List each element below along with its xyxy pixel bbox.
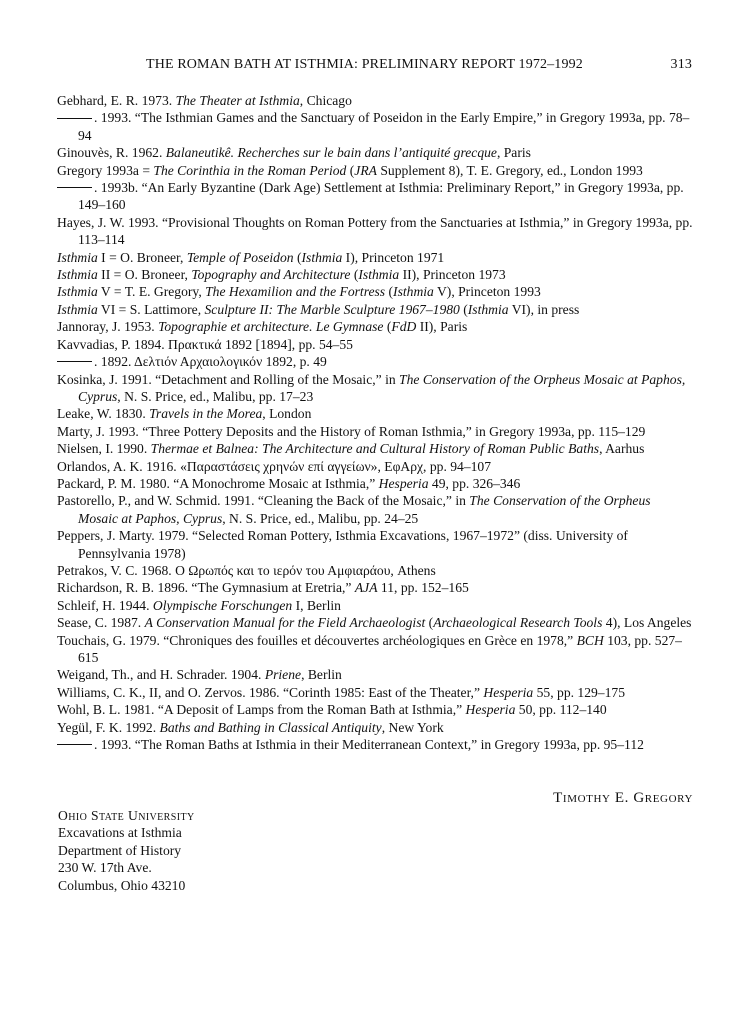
address-line: 230 W. 17th Ave. [58,860,152,876]
italic-title: Topography and Architecture [191,267,351,283]
bibliography-entry [57,301,693,318]
entry-text: ( [346,162,355,178]
entry-text: , N. S. Price, ed., Malibu, pp. 24–25 [222,510,419,526]
entry-text: ( [383,319,392,335]
bibliography-entry [57,109,693,144]
bibliography-entry [57,423,693,440]
author-address [58,807,195,894]
italic-title: Baths and Bathing in Classical Antiquity [159,719,382,735]
entry-text: Kosinka, J. 1991. “Detachment and Rolling of the Mosaic,” in [57,371,400,387]
entry-text: I, Berlin [292,597,341,613]
entry-text: ( [293,249,302,265]
italic-title: Hesperia [465,702,516,718]
entry-text: Richardson, R. B. 1896. “The Gymnasium at Eretria,” [57,580,355,596]
bibliography-entry [57,719,693,736]
italic-title: Topographie et architecture. Le Gymnase [158,319,384,335]
entry-text: 11, pp. 152–165 [377,580,469,596]
entry-text: V), Princeton 1993 [433,284,541,300]
italic-title: Olympische Forschungen [152,597,293,613]
entry-text: . 1993. “The Roman Baths at Isthmia in their Mediterranean Context,” in Gregory 1993a, pp. 95–112 [94,737,644,753]
entry-text: II = O. Broneer, [97,267,192,283]
entry-text: VI), in press [508,301,580,317]
italic-title: Isthmia [57,284,98,300]
entry-text: II), Paris [416,319,468,335]
entry-text: Gebhard, E. R. 1973. [57,93,176,108]
bibliography-entry [57,179,693,214]
entry-text: . 1993b. “An Early Byzantine (Dark Age) Settlement at Isthmia: Preliminary Report,” in Gregory 1993a, pp. 149–160 [78,180,684,213]
author-signature: Timothy E. Gregory [553,790,693,806]
entry-text: Yegül, F. K. 1992. [57,719,160,735]
entry-text: , London [262,406,312,422]
address-line: Department of History [58,842,182,858]
address-line: Columbus, Ohio 43210 [58,877,186,893]
entry-text: , Chicago [299,93,352,108]
entry-text: Wohl, B. L. 1981. “A Deposit of Lamps from the Roman Bath at Isthmia,” [57,702,466,718]
ditto-dash [57,187,92,188]
italic-title: Isthmia [57,267,98,283]
entry-text: Leake, W. 1830. [57,406,150,422]
bibliography-entry [57,144,693,161]
entry-text: 49, pp. 326–346 [428,475,521,491]
italic-title: Isthmia [467,301,509,317]
italic-title: The Theater at Isthmia [175,93,300,108]
entry-text: , Paris [496,145,531,161]
bibliography-entry [57,353,693,370]
bibliography-entry [57,318,693,335]
entry-text: VI = S. Lattimore, [97,301,205,317]
entry-text: Packard, P. M. 1980. “A Monochrome Mosaic at Isthmia,” [57,475,379,491]
entry-text: ( [350,267,359,283]
italic-title: Isthmia [358,267,400,283]
italic-title: Travels in the Morea [149,406,263,422]
italic-title: A Conservation Manual for the Field Archaeologist [144,615,426,631]
bibliography-entry [57,371,693,406]
bibliography-entry [57,92,693,109]
entry-text: Pastorello, P., and W. Schmid. 1991. “Cleaning the Back of the Mosaic,” in [57,493,470,509]
italic-title: BCH [576,632,604,648]
bibliography-entry [57,632,693,667]
page-number: 313 [670,57,692,72]
running-title: THE ROMAN BATH AT ISTHMIA: PRELIMINARY REPORT 1972–1992 [146,57,583,72]
entry-text: V = T. E. Gregory, [97,284,206,300]
entry-text: Marty, J. 1993. “Three Pottery Deposits and the History of Roman Isthmia,” in Gregory 1993a, pp. 115–129 [57,423,646,439]
italic-title: Temple of Poseidon [186,249,294,265]
bibliography-entry [57,405,693,422]
entry-text: 4), Los Angeles [602,615,692,631]
italic-title: The Conservation of the Orpheus Mosaic at Paphos, Cyprus [78,371,686,404]
entry-text: . 1993. “The Isthmian Games and the Sanctuary of Poseidon in the Early Empire,” in Gregory 1993a, pp. 78–94 [78,110,690,143]
entry-text: 55, pp. 129–175 [533,684,625,700]
entry-text: Jannoray, J. 1953. [57,319,159,335]
ditto-dash [57,118,92,119]
bibliography-entry [57,666,693,683]
bibliography-entry [57,492,693,527]
bibliography-entry [57,440,693,457]
bibliography-entry [57,283,693,300]
entry-text: , New York [381,719,444,735]
institution-name: Ohio State University [58,808,195,823]
italic-title: Isthmia [301,249,343,265]
entry-text: Sease, C. 1987. [57,615,145,631]
entry-text: 50, pp. 112–140 [515,702,607,718]
entry-text: Schleif, H. 1944. [57,597,153,613]
bibliography-list [57,92,693,753]
bibliography-entry [57,527,693,562]
entry-text: Gregory 1993a = [57,162,154,178]
italic-title: Balaneutikê. Recherches sur le bain dans l’antiquité grecque [165,145,497,161]
italic-title: The Conservation of the Orpheus Mosaic at Paphos, Cyprus [78,493,651,526]
entry-text: 103, pp. 527–615 [78,632,682,665]
italic-title: The Corinthia in the Roman Period [153,162,347,178]
bibliography-entry [57,336,693,353]
bibliography-entry [57,736,693,753]
entry-text: II), Princeton 1973 [399,267,506,283]
italic-title: Archaeological Research Tools [433,615,603,631]
ditto-dash [57,361,92,362]
bibliography-entry [57,214,693,249]
italic-title: JRA [354,162,377,178]
entry-text: Ginouvès, R. 1962. [57,145,166,161]
entry-text: ( [425,615,434,631]
bibliography-entry [57,162,693,179]
bibliography-entry [57,475,693,492]
bibliography-entry [57,249,693,266]
entry-text: , N. S. Price, ed., Malibu, pp. 17–23 [117,388,314,404]
italic-title: Hesperia [378,475,429,491]
italic-title: Isthmia [57,301,98,317]
italic-title: Isthmia [57,249,98,265]
entry-text: Peppers, J. Marty. 1979. “Selected Roman Pottery, Isthmia Excavations, 1967–1972” (diss. University of Pennsylvania 1978) [57,528,628,561]
bibliography-entry [57,614,693,631]
entry-text: ( [385,284,394,300]
bibliography-entry [57,266,693,283]
entry-text: , Berlin [301,667,342,683]
italic-title: Sculpture II: The Marble Sculpture 1967–1980 [204,301,460,317]
bibliography-entry [57,701,693,718]
bibliography-entry [57,579,693,596]
entry-text: Williams, C. K., II, and O. Zervos. 1986. “Corinth 1985: East of the Theater,” [57,684,484,700]
italic-title: Hesperia [483,684,534,700]
entry-text: I), Princeton 1971 [342,249,445,265]
ditto-dash [57,744,92,745]
entry-text: Hayes, J. W. 1993. “Provisional Thoughts on Roman Pottery from the Sanctuaries at Isthmia,” in Gregory 1993a, pp. 113–114 [57,214,693,248]
entry-text: Petrakos, V. C. 1968. Ο Ωρωπός και το ιερόν του Αμφιαράου, Athens [57,562,436,578]
italic-title: The Hexamilion and the Fortress [205,284,386,300]
bibliography-entry [57,562,693,579]
entry-text: Kavvadias, P. 1894. Πρακτικά 1892 [1894], pp. 54–55 [57,336,353,352]
entry-text: Orlandos, A. K. 1916. «Παραστάσεις χρηνών επί αγγείων», ΕφΑρχ, pp. 94–107 [57,458,492,474]
bibliography-entry [57,684,693,701]
bibliography-entry [57,597,693,614]
entry-text: I = O. Broneer, [97,249,187,265]
italic-title: AJA [354,580,378,596]
italic-title: Priene [264,667,302,683]
italic-title: FdD [391,319,417,335]
entry-text: Nielsen, I. 1990. [57,441,151,457]
entry-text: Touchais, G. 1979. “Chroniques des fouilles et découvertes archéologiques en Grèce en 1978,” [57,632,577,648]
bibliography-entry [57,458,693,475]
italic-title: Thermae et Balnea: The Architecture and Cultural History of Roman Public Baths [150,441,600,457]
entry-text: . 1892. Δελτιόν Αρχαιολογικόν 1892, p. 49 [94,354,327,370]
address-line: Excavations at Isthmia [58,825,182,841]
entry-text: Supplement 8), T. E. Gregory, ed., London 1993 [376,162,643,178]
entry-text: Weigand, Th., and H. Schrader. 1904. [57,667,265,683]
italic-title: Isthmia [393,284,434,300]
entry-text: , Aarhus [599,441,645,457]
entry-text: ( [459,301,468,317]
